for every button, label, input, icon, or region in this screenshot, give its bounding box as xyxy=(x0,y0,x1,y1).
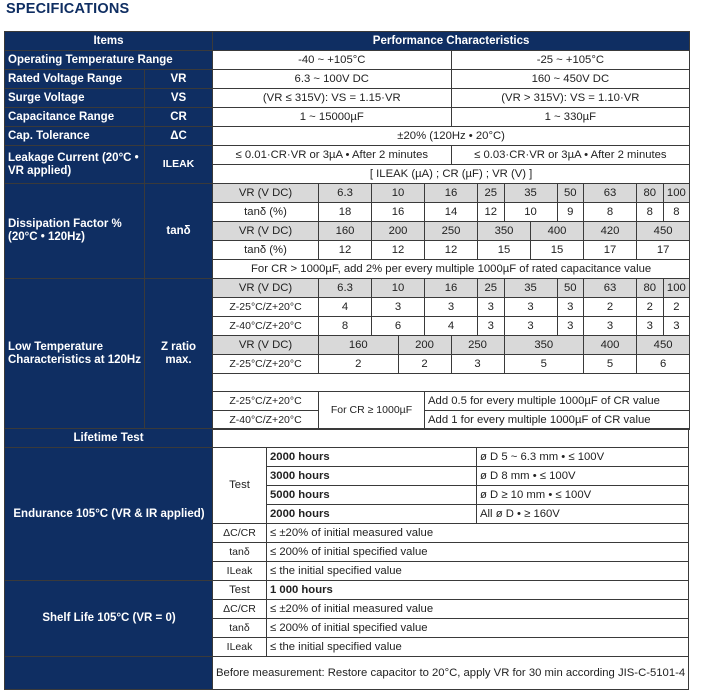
table-cell: VR (V DC) xyxy=(213,184,319,203)
value-cell: 12 xyxy=(425,241,478,260)
tolerance-row xyxy=(5,127,690,146)
row-symbol: Z ratio max. xyxy=(145,279,213,430)
table-cell xyxy=(213,429,689,448)
operating-temp-row xyxy=(5,51,690,70)
table-cell: (VR ≤ 315V): VS = 1.15·VR xyxy=(213,89,452,108)
table-cell: -40 ~ +105°C xyxy=(213,51,452,70)
voltage-cell: 100 xyxy=(663,279,690,298)
voltage-cell: 100 xyxy=(663,184,690,203)
table-cell: 6.3 ~ 100V DC xyxy=(213,70,452,89)
value-cell: 17 xyxy=(584,241,637,260)
table-cell: [ ILEAK (µA) ; CR (µF) ; VR (V) ] xyxy=(213,165,690,184)
table-cell: 2000 hours xyxy=(267,448,477,467)
voltage-cell: 80 xyxy=(637,279,664,298)
row-symbol: CR xyxy=(145,108,213,127)
lifetime-header: Lifetime Test xyxy=(5,429,213,448)
row-symbol: VS xyxy=(145,89,213,108)
header-row xyxy=(5,32,690,51)
voltage-cell: 25 xyxy=(478,184,505,203)
value-cell: 5 xyxy=(504,355,584,374)
table-cell: ø D ≥ 10 mm • ≤ 100V xyxy=(477,486,689,505)
voltage-cell: 200 xyxy=(398,336,451,355)
table-cell: -25 ~ +105°C xyxy=(451,51,690,70)
value-cell: 2 xyxy=(584,298,637,317)
voltage-cell: 250 xyxy=(451,336,504,355)
table-cell: Add 0.5 for every multiple 1000µF of CR value xyxy=(425,392,690,411)
value-cell: 2 xyxy=(663,298,690,317)
row-label: Dissipation Factor % (20°C • 120Hz) xyxy=(5,184,145,279)
value-cell: 2 xyxy=(319,355,399,374)
row-label: Capacitance Range xyxy=(5,108,145,127)
table-cell: 5000 hours xyxy=(267,486,477,505)
lifetime-header-row xyxy=(5,429,689,448)
table-cell: tanδ xyxy=(213,619,267,638)
table-cell xyxy=(5,657,213,690)
items-header: Items xyxy=(5,32,213,51)
voltage-cell: 200 xyxy=(372,222,425,241)
value-cell: 8 xyxy=(663,203,690,222)
value-cell: 17 xyxy=(637,241,690,260)
table-cell: 3000 hours xyxy=(267,467,477,486)
table-cell: ≤ ±20% of initial measured value xyxy=(267,524,689,543)
page-title: SPECIFICATIONS xyxy=(6,1,130,17)
row-label: Low Temperature Characteristics at 120Hz xyxy=(5,279,145,430)
surge-voltage-row xyxy=(5,89,690,108)
value-cell: 3 xyxy=(504,298,557,317)
table-cell: ≤ the initial specified value xyxy=(267,638,689,657)
value-cell: 8 xyxy=(319,317,372,336)
row-label: Leakage Current (20°C • VR applied) xyxy=(5,146,145,184)
df-voltage-row xyxy=(5,184,690,203)
table-cell: ΔC/CR xyxy=(213,600,267,619)
voltage-cell: 450 xyxy=(637,222,690,241)
value-cell: 12 xyxy=(372,241,425,260)
table-cell: Add 1 for every multiple 1000µF of CR value xyxy=(425,411,690,430)
value-cell: 15 xyxy=(478,241,531,260)
value-cell: 4 xyxy=(319,298,372,317)
value-cell: 4 xyxy=(425,317,478,336)
voltage-cell: 63 xyxy=(584,184,637,203)
value-cell: 3 xyxy=(557,317,584,336)
table-cell: ±20% (120Hz • 20°C) xyxy=(213,127,690,146)
lifetime-test-table xyxy=(4,428,689,690)
table-cell: All ø D • ≥ 160V xyxy=(477,505,689,524)
row-label: Rated Voltage Range xyxy=(5,70,145,89)
table-cell: ≤ 0.03·CR·VR or 3µA • After 2 minutes xyxy=(451,146,690,165)
value-cell: 5 xyxy=(584,355,637,374)
row-label: Operating Temperature Range xyxy=(5,51,213,70)
row-symbol: ILEAK xyxy=(145,146,213,184)
value-cell: 6 xyxy=(372,317,425,336)
table-cell: VR (V DC) xyxy=(213,279,319,298)
performance-header: Performance Characteristics xyxy=(213,32,690,51)
voltage-cell: 400 xyxy=(531,222,584,241)
rated-voltage-row xyxy=(5,70,690,89)
table-cell: ≤ ±20% of initial measured value xyxy=(267,600,689,619)
table-cell: VR (V DC) xyxy=(213,222,319,241)
table-cell: For CR ≥ 1000µF xyxy=(319,392,425,430)
row-symbol: tanδ xyxy=(145,184,213,279)
value-cell: 3 xyxy=(637,317,664,336)
table-cell: Z-40°C/Z+20°C xyxy=(213,317,319,336)
table-cell: Before measurement: Restore capacitor to 20°C, apply VR for 30 min according JIS-C-5101-4 xyxy=(213,657,689,690)
voltage-cell: 6.3 xyxy=(319,184,372,203)
voltage-cell: 10 xyxy=(372,184,425,203)
lt-voltage-row xyxy=(5,279,690,298)
table-cell: tanδ (%) xyxy=(213,203,319,222)
specifications-table xyxy=(4,31,690,430)
value-cell: 3 xyxy=(451,355,504,374)
row-label: Cap. Tolerance xyxy=(5,127,145,146)
table-cell: 1 ~ 15000µF xyxy=(213,108,452,127)
table-cell: ≤ 0.01·CR·VR or 3µA • After 2 minutes xyxy=(213,146,452,165)
table-cell: ø D 8 mm • ≤ 100V xyxy=(477,467,689,486)
row-symbol: ΔC xyxy=(145,127,213,146)
table-cell: ≤ 200% of initial specified value xyxy=(267,619,689,638)
value-cell: 9 xyxy=(557,203,584,222)
value-cell: 3 xyxy=(478,317,505,336)
value-cell: 3 xyxy=(425,298,478,317)
table-cell: Z-25°C/Z+20°C xyxy=(213,298,319,317)
table-cell: tanδ (%) xyxy=(213,241,319,260)
table-cell: 1 000 hours xyxy=(267,581,689,600)
table-cell: For CR > 1000µF, add 2% per every multiple 1000µF of rated capacitance value xyxy=(213,260,690,279)
table-cell: ILeak xyxy=(213,562,267,581)
table-cell: 1 ~ 330µF xyxy=(451,108,690,127)
value-cell: 3 xyxy=(504,317,557,336)
table-cell: VR (V DC) xyxy=(213,336,319,355)
value-cell: 12 xyxy=(478,203,505,222)
value-cell: 3 xyxy=(372,298,425,317)
voltage-cell: 35 xyxy=(504,184,557,203)
table-cell: 2000 hours xyxy=(267,505,477,524)
table-cell: ≤ 200% of initial specified value xyxy=(267,543,689,562)
value-cell: 3 xyxy=(557,298,584,317)
table-cell: ≤ the initial specified value xyxy=(267,562,689,581)
table-cell: Z-40°C/Z+20°C xyxy=(213,411,319,430)
voltage-cell: 50 xyxy=(557,279,584,298)
value-cell: 18 xyxy=(319,203,372,222)
voltage-cell: 80 xyxy=(637,184,664,203)
voltage-cell: 420 xyxy=(584,222,637,241)
voltage-cell: 160 xyxy=(319,222,372,241)
voltage-cell: 50 xyxy=(557,184,584,203)
voltage-cell: 25 xyxy=(478,279,505,298)
voltage-cell: 16 xyxy=(425,184,478,203)
row-label: Surge Voltage xyxy=(5,89,145,108)
shelf-life-label: Shelf Life 105°C (VR = 0) xyxy=(5,581,213,657)
table-cell: ILeak xyxy=(213,638,267,657)
endurance-test-row-0 xyxy=(5,448,689,467)
value-cell: 6 xyxy=(637,355,690,374)
capacitance-row xyxy=(5,108,690,127)
voltage-cell: 35 xyxy=(504,279,557,298)
voltage-cell: 63 xyxy=(584,279,637,298)
voltage-cell: 160 xyxy=(319,336,399,355)
value-cell: 3 xyxy=(663,317,690,336)
leakage-row xyxy=(5,146,690,165)
table-cell: tanδ xyxy=(213,543,267,562)
table-cell: 160 ~ 450V DC xyxy=(451,70,690,89)
row-symbol: VR xyxy=(145,70,213,89)
value-cell: 2 xyxy=(637,298,664,317)
value-cell: 14 xyxy=(425,203,478,222)
voltage-cell: 350 xyxy=(504,336,584,355)
value-cell: 10 xyxy=(504,203,557,222)
table-cell: Z-25°C/Z+20°C xyxy=(213,355,319,374)
table-cell: (VR > 315V): VS = 1.10·VR xyxy=(451,89,690,108)
value-cell: 16 xyxy=(372,203,425,222)
value-cell: 15 xyxy=(531,241,584,260)
voltage-cell: 450 xyxy=(637,336,690,355)
table-cell: Z-25°C/Z+20°C xyxy=(213,392,319,411)
table-cell: Test xyxy=(213,581,267,600)
value-cell: 3 xyxy=(584,317,637,336)
table-cell xyxy=(213,374,690,392)
endurance-label: Endurance 105°C (VR & IR applied) xyxy=(5,448,213,581)
table-cell: ΔC/CR xyxy=(213,524,267,543)
voltage-cell: 350 xyxy=(478,222,531,241)
voltage-cell: 250 xyxy=(425,222,478,241)
value-cell: 3 xyxy=(478,298,505,317)
value-cell: 2 xyxy=(398,355,451,374)
voltage-cell: 10 xyxy=(372,279,425,298)
table-cell: Test xyxy=(213,448,267,524)
value-cell: 8 xyxy=(584,203,637,222)
shelf-test-row xyxy=(5,581,689,600)
value-cell: 12 xyxy=(319,241,372,260)
table-cell: ø D 5 ~ 6.3 mm • ≤ 100V xyxy=(477,448,689,467)
value-cell: 8 xyxy=(637,203,664,222)
voltage-cell: 16 xyxy=(425,279,478,298)
voltage-cell: 400 xyxy=(584,336,637,355)
voltage-cell: 6.3 xyxy=(319,279,372,298)
footnote-row xyxy=(5,657,689,690)
